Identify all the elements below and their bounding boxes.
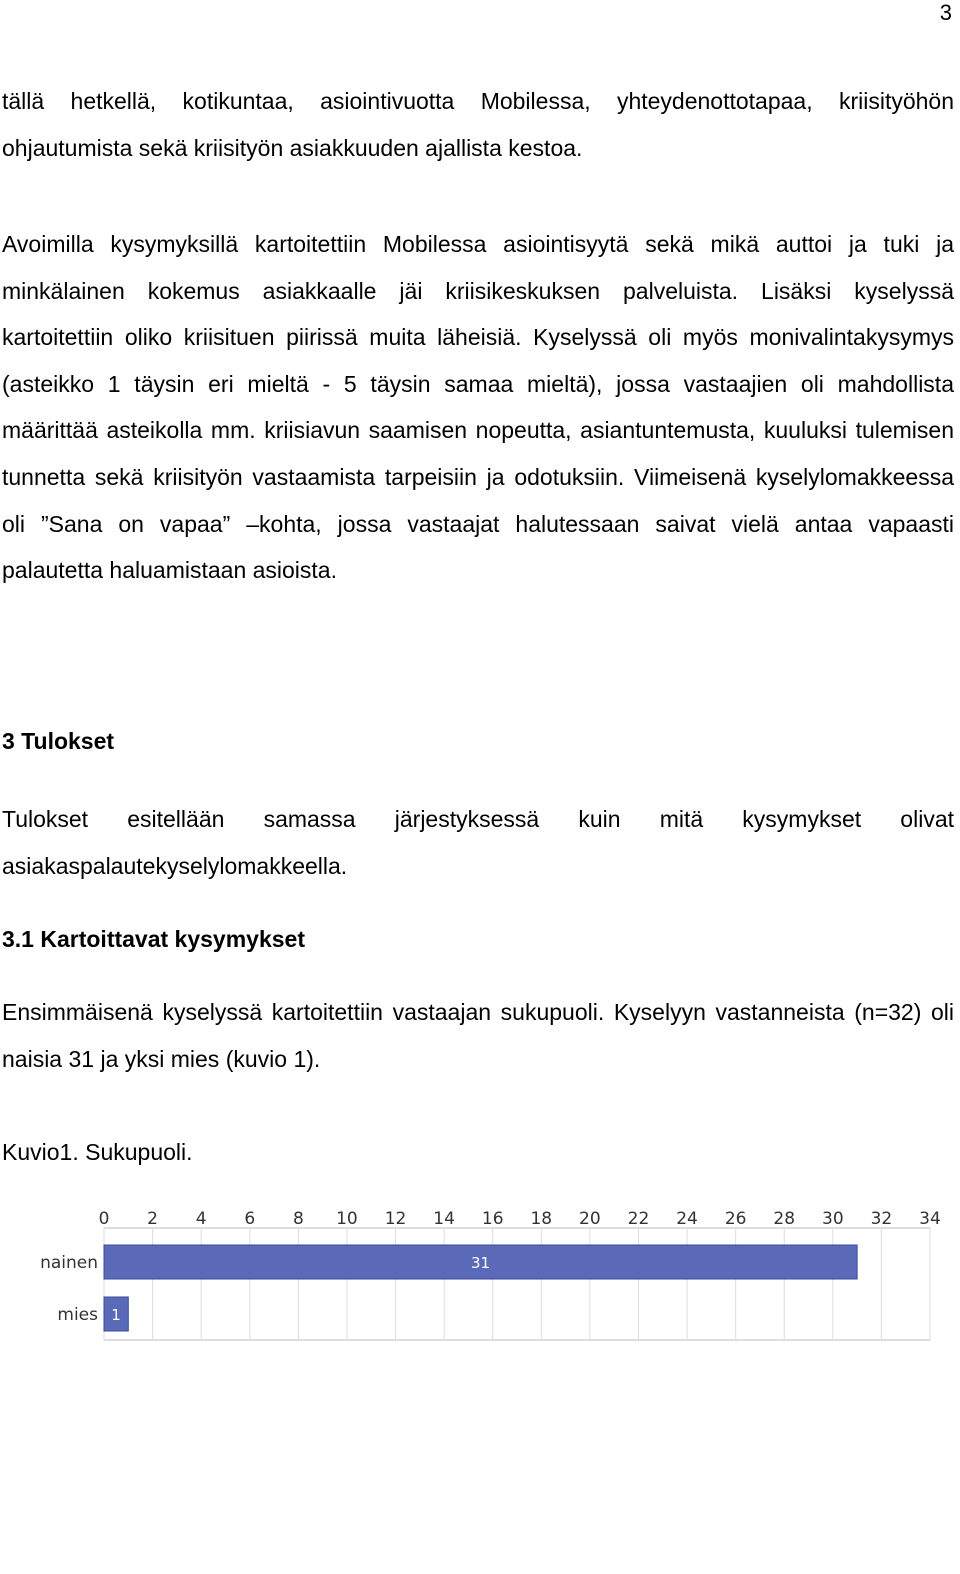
heading-3-1: 3.1 Kartoittavat kysymykset — [2, 926, 305, 952]
x-tick-label: 4 — [195, 1209, 207, 1229]
heading-3-tulokset: 3 Tulokset — [2, 728, 115, 754]
x-axis-ticks — [99, 1209, 941, 1229]
x-tick-label: 18 — [530, 1209, 553, 1229]
x-tick-label: 20 — [579, 1209, 601, 1229]
data-label-nainen: 31 — [471, 1254, 491, 1272]
bar-chart — [0, 1200, 960, 1350]
x-tick-label: 32 — [870, 1209, 893, 1229]
x-tick-label: 6 — [244, 1209, 256, 1229]
category-labels — [40, 1253, 98, 1325]
x-tick-label: 14 — [433, 1209, 455, 1229]
x-tick-label: 28 — [773, 1209, 796, 1229]
x-tick-label: 0 — [98, 1209, 110, 1229]
category-label: nainen — [40, 1253, 98, 1273]
data-label-mies: 1 — [111, 1306, 121, 1324]
page-number: 3 — [939, 0, 952, 25]
x-tick-label: 8 — [292, 1209, 304, 1229]
x-tick-label: 22 — [627, 1209, 650, 1229]
paragraph-4: Ensimmäisenä kyselyssä kartoitettiin vastaajan sukupuoli. Kyselyyn vastanneista (n=32) oli naisia 31 ja yksi mies (kuvio 1). — [2, 999, 954, 1072]
x-tick-label: 26 — [724, 1209, 747, 1229]
x-tick-label: 24 — [676, 1209, 698, 1229]
paragraph-1: tällä hetkellä, kotikuntaa, asiointivuotta Mobilessa, yhteydenottotapaa, kriisityöhön ohjautumista sekä kriisityön asiakkuuden ajallista kestoa. — [2, 88, 954, 161]
x-tick-label: 16 — [481, 1209, 504, 1229]
paragraph-2: Avoimilla kysymyksillä kartoitettiin Mobilessa asiointisyytä sekä mikä auttoi ja tuki ja minkälainen kokemus asiakkaalle jäi kriisikeskuksen palveluista. Lisäksi kyselyssä kartoitettiin oliko kriisituen piirissä muita läheisiä. Kyselyssä oli myös monivalintakysymys (asteikko 1 täysin eri mieltä - 5 täysin samaa mieltä), jossa vastaajien oli mahdollista määrittää asteikolla mm. kriisiavun saamisen nopeutta, asiantuntemusta, kuuluksi tulemisen tunnetta sekä kriisityön vastaamista tarpeisiin ja odotuksiin. Viimeisenä kyselylomakkeessa oli ”Sana on vapaa” –kohta, jossa vastaajat halutessaan saivat vielä antaa vapaasti palautetta haluamistaan asioista. — [2, 231, 954, 584]
x-tick-label: 34 — [919, 1209, 941, 1229]
figure-caption: Kuvio1. Sukupuoli. — [2, 1139, 193, 1165]
x-tick-label: 10 — [336, 1209, 358, 1229]
x-tick-label: 2 — [147, 1209, 159, 1229]
category-label: mies — [57, 1305, 98, 1325]
x-tick-label: 30 — [822, 1209, 844, 1229]
paragraph-3: Tulokset esitellään samassa järjestyksessä kuin mitä kysymykset olivat asiakaspalautekyselylomakkeella. — [2, 806, 954, 879]
x-tick-label: 12 — [384, 1209, 407, 1229]
